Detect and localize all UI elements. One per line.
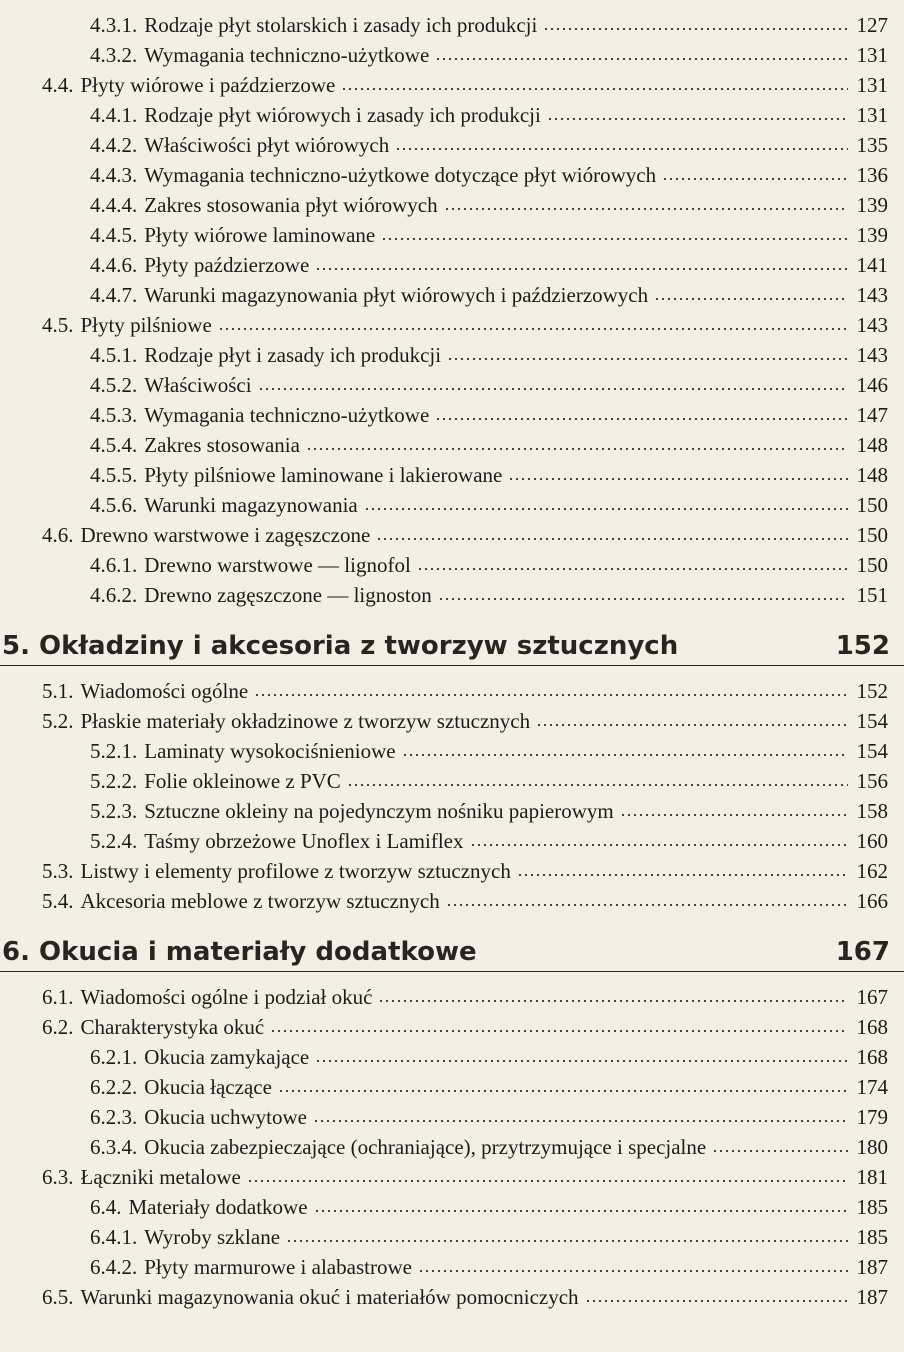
- entry-title: Właściwości: [144, 373, 252, 397]
- entry-title: Okucia uchwytowe: [144, 1105, 307, 1129]
- entry-number: 5.2.3.: [90, 799, 138, 823]
- toc-entry: [0, 886, 904, 916]
- dot-leader: [547, 118, 848, 120]
- toc-section: [0, 10, 904, 610]
- entry-number: 4.5.3.: [90, 403, 138, 427]
- chapter-heading: [0, 628, 904, 666]
- entry-page-number: 151: [856, 583, 888, 607]
- toc-entry: [0, 676, 904, 706]
- entry-number: 4.5.2.: [90, 373, 138, 397]
- dot-leader: [654, 298, 848, 300]
- entry-page-number: 168: [856, 1015, 888, 1039]
- entry-number: 5.1.: [42, 679, 74, 703]
- entry-number: 4.4.6.: [90, 253, 138, 277]
- toc-entry: [0, 982, 904, 1012]
- dot-leader: [347, 784, 848, 786]
- entry-number: 6.3.4.: [90, 1135, 138, 1159]
- entry-title: Okucia łączące: [144, 1075, 272, 1099]
- dot-leader: [446, 904, 848, 906]
- entry-title: Płyty wiórowe laminowane: [144, 223, 376, 247]
- entry-page-number: 185: [856, 1195, 888, 1219]
- entry-title: Wymagania techniczno-użytkowe: [144, 403, 430, 427]
- entry-page-number: 136: [856, 163, 888, 187]
- toc-entry: [0, 766, 904, 796]
- entry-title: Drewno zagęszczone — lignoston: [144, 583, 432, 607]
- entry-number: 6.4.1.: [90, 1225, 138, 1249]
- entry-title: Wymagania techniczno-użytkowe: [144, 43, 430, 67]
- entry-number: 6.4.: [90, 1195, 122, 1219]
- dot-leader: [620, 814, 848, 816]
- toc-entry: [0, 280, 904, 310]
- entry-title: Charakterystyka okuć: [80, 1015, 265, 1039]
- entry-page-number: 143: [856, 313, 888, 337]
- entry-title: Warunki magazynowania: [144, 493, 358, 517]
- entry-page-number: 187: [856, 1255, 888, 1279]
- entry-title: Warunki magazynowania płyt wiórowych i paździerzowych: [144, 283, 649, 307]
- toc-entry: [0, 340, 904, 370]
- entry-title: Płyty paździerzowe: [144, 253, 310, 277]
- dot-leader: [376, 538, 848, 540]
- toc-entry: [0, 826, 904, 856]
- dot-leader: [543, 28, 848, 30]
- dot-leader: [438, 598, 848, 600]
- toc-entry: [0, 1162, 904, 1192]
- chapter-title: 6. Okucia i materiały dodatkowe: [2, 937, 477, 967]
- toc-entry: [0, 796, 904, 826]
- toc-section: [0, 934, 904, 1312]
- toc-entry: [0, 580, 904, 610]
- entry-number: 5.4.: [42, 889, 74, 913]
- entry-title: Laminaty wysokociśnieniowe: [144, 739, 396, 763]
- entry-page-number: 162: [856, 859, 888, 883]
- entry-number: 4.4.5.: [90, 223, 138, 247]
- entry-page-number: 180: [856, 1135, 888, 1159]
- entry-title: Łączniki metalowe: [80, 1165, 241, 1189]
- entry-page-number: 160: [856, 829, 888, 853]
- dot-leader: [417, 568, 848, 570]
- dot-leader: [254, 694, 848, 696]
- entry-page-number: 131: [856, 43, 888, 67]
- entry-number: 5.3.: [42, 859, 74, 883]
- entry-page-number: 131: [856, 73, 888, 97]
- entry-page-number: 174: [856, 1075, 888, 1099]
- chapter-heading: [0, 934, 904, 972]
- toc-entry: [0, 400, 904, 430]
- entry-number: 4.5.4.: [90, 433, 138, 457]
- toc-entry: [0, 1282, 904, 1312]
- entry-title: Warunki magazynowania okuć i materiałów pomocniczych: [80, 1285, 579, 1309]
- dot-leader: [247, 1180, 848, 1182]
- toc-entry: [0, 370, 904, 400]
- entry-number: 4.4.: [42, 73, 74, 97]
- entry-page-number: 143: [856, 343, 888, 367]
- entry-number: 6.2.3.: [90, 1105, 138, 1129]
- dot-leader: [258, 388, 848, 390]
- entry-page-number: 141: [856, 253, 888, 277]
- entry-number: 6.2.: [42, 1015, 74, 1039]
- entry-number: 6.2.1.: [90, 1045, 138, 1069]
- entry-title: Wyroby szklane: [144, 1225, 281, 1249]
- entry-number: 5.2.1.: [90, 739, 138, 763]
- entry-number: 5.2.: [42, 709, 74, 733]
- entry-title: Taśmy obrzeżowe Unoflex i Lamiflex: [144, 829, 464, 853]
- toc-entry: [0, 1072, 904, 1102]
- dot-leader: [314, 1210, 848, 1212]
- entry-number: 4.6.2.: [90, 583, 138, 607]
- entry-number: 5.2.2.: [90, 769, 138, 793]
- entry-page-number: 139: [856, 193, 888, 217]
- entry-title: Płyty pilśniowe laminowane i lakierowane: [144, 463, 503, 487]
- dot-leader: [435, 418, 848, 420]
- toc-section: [0, 628, 904, 916]
- entry-title: Zakres stosowania: [144, 433, 300, 457]
- dot-leader: [306, 448, 848, 450]
- entry-title: Płyty marmurowe i alabastrowe: [144, 1255, 412, 1279]
- entry-title: Akcesoria meblowe z tworzyw sztucznych: [80, 889, 440, 913]
- toc-entry: [0, 10, 904, 40]
- toc-entry: [0, 310, 904, 340]
- entry-page-number: 146: [856, 373, 888, 397]
- entry-page-number: 148: [856, 433, 888, 457]
- entry-number: 6.5.: [42, 1285, 74, 1309]
- entry-number: 4.6.: [42, 523, 74, 547]
- entry-title: Rodzaje płyt wiórowych i zasady ich produkcji: [144, 103, 541, 127]
- entry-page-number: 127: [856, 13, 888, 37]
- chapter-title: 5. Okładziny i akcesoria z tworzyw sztucznych: [2, 631, 679, 661]
- toc-entry: [0, 706, 904, 736]
- entry-number: 6.1.: [42, 985, 74, 1009]
- toc-entry: [0, 1042, 904, 1072]
- dot-leader: [435, 58, 848, 60]
- entry-page-number: 150: [856, 523, 888, 547]
- dot-leader: [585, 1300, 848, 1302]
- toc-entry: [0, 40, 904, 70]
- entry-number: 6.2.2.: [90, 1075, 138, 1099]
- entry-title: Materiały dodatkowe: [128, 1195, 308, 1219]
- toc-entry: [0, 550, 904, 580]
- entry-number: 4.5.: [42, 313, 74, 337]
- entry-title: Płyty pilśniowe: [80, 313, 212, 337]
- entry-page-number: 167: [856, 985, 888, 1009]
- toc-entry: [0, 460, 904, 490]
- entry-number: 4.4.4.: [90, 193, 138, 217]
- entry-title: Folie okleinowe z PVC: [144, 769, 341, 793]
- toc-entry: [0, 1222, 904, 1252]
- entry-page-number: 154: [856, 739, 888, 763]
- dot-leader: [364, 508, 848, 510]
- toc-entry: [0, 856, 904, 886]
- entry-number: 6.4.2.: [90, 1255, 138, 1279]
- entry-number: 4.4.3.: [90, 163, 138, 187]
- entry-title: Właściwości płyt wiórowych: [144, 133, 390, 157]
- toc-entry: [0, 100, 904, 130]
- dot-leader: [278, 1090, 848, 1092]
- entry-number: 4.4.7.: [90, 283, 138, 307]
- toc-entry: [0, 1012, 904, 1042]
- entry-title: Okucia zabezpieczające (ochraniające), przytrzymujące i specjalne: [144, 1135, 707, 1159]
- entry-page-number: 135: [856, 133, 888, 157]
- entry-number: 4.4.1.: [90, 103, 138, 127]
- entry-page-number: 152: [856, 679, 888, 703]
- entry-title: Drewno warstwowe — lignofol: [144, 553, 411, 577]
- entry-page-number: 147: [856, 403, 888, 427]
- entry-number: 4.5.5.: [90, 463, 138, 487]
- dot-leader: [536, 724, 848, 726]
- dot-leader: [662, 178, 848, 180]
- entry-title: Rodzaje płyt stolarskich i zasady ich produkcji: [144, 13, 538, 37]
- entry-page-number: 148: [856, 463, 888, 487]
- dot-leader: [378, 1000, 848, 1002]
- toc-entry: [0, 1192, 904, 1222]
- dot-leader: [315, 268, 848, 270]
- entry-number: 5.2.4.: [90, 829, 138, 853]
- entry-page-number: 181: [856, 1165, 888, 1189]
- entry-title: Okucia zamykające: [144, 1045, 310, 1069]
- entry-title: Listwy i elementy profilowe z tworzyw sztucznych: [80, 859, 511, 883]
- toc-entry: [0, 220, 904, 250]
- entry-title: Wymagania techniczno-użytkowe dotyczące płyt wiórowych: [144, 163, 657, 187]
- dot-leader: [315, 1060, 848, 1062]
- entry-page-number: 156: [856, 769, 888, 793]
- dot-leader: [508, 478, 848, 480]
- dot-leader: [218, 328, 848, 330]
- toc-entry: [0, 736, 904, 766]
- entry-page-number: 158: [856, 799, 888, 823]
- entry-page-number: 187: [856, 1285, 888, 1309]
- toc-entry: [0, 1132, 904, 1162]
- entry-page-number: 179: [856, 1105, 888, 1129]
- toc-entry: [0, 190, 904, 220]
- dot-leader: [712, 1150, 848, 1152]
- dot-leader: [381, 238, 848, 240]
- toc-entry: [0, 160, 904, 190]
- dot-leader: [270, 1030, 848, 1032]
- entry-page-number: 150: [856, 553, 888, 577]
- dot-leader: [402, 754, 848, 756]
- dot-leader: [418, 1270, 848, 1272]
- dot-leader: [470, 844, 849, 846]
- toc-entry: [0, 430, 904, 460]
- dot-leader: [447, 358, 848, 360]
- entry-number: 4.3.1.: [90, 13, 138, 37]
- entry-number: 4.6.1.: [90, 553, 138, 577]
- dot-leader: [341, 88, 848, 90]
- entry-title: Drewno warstwowe i zagęszczone: [80, 523, 371, 547]
- dot-leader: [395, 148, 848, 150]
- toc-entry: [0, 70, 904, 100]
- entry-page-number: 154: [856, 709, 888, 733]
- toc-entry: [0, 1252, 904, 1282]
- dot-leader: [517, 874, 848, 876]
- toc-entry: [0, 250, 904, 280]
- dot-leader: [313, 1120, 848, 1122]
- entry-title: Płaskie materiały okładzinowe z tworzyw sztucznych: [80, 709, 531, 733]
- chapter-page-number: 152: [835, 631, 890, 661]
- entry-page-number: 139: [856, 223, 888, 247]
- entry-number: 6.3.: [42, 1165, 74, 1189]
- entry-page-number: 143: [856, 283, 888, 307]
- entry-title: Rodzaje płyt i zasady ich produkcji: [144, 343, 442, 367]
- dot-leader: [286, 1240, 848, 1242]
- entry-title: Wiadomości ogólne i podział okuć: [80, 985, 373, 1009]
- entry-page-number: 185: [856, 1225, 888, 1249]
- toc-entry: [0, 130, 904, 160]
- entry-number: 4.5.6.: [90, 493, 138, 517]
- entry-number: 4.5.1.: [90, 343, 138, 367]
- dot-leader: [444, 208, 848, 210]
- entry-page-number: 168: [856, 1045, 888, 1069]
- entry-number: 4.3.2.: [90, 43, 138, 67]
- entry-title: Wiadomości ogólne: [80, 679, 249, 703]
- entry-page-number: 166: [856, 889, 888, 913]
- toc-entry: [0, 520, 904, 550]
- entry-title: Płyty wiórowe i paździerzowe: [80, 73, 336, 97]
- toc-entry: [0, 1102, 904, 1132]
- entry-page-number: 131: [856, 103, 888, 127]
- entry-number: 4.4.2.: [90, 133, 138, 157]
- toc-entry: [0, 490, 904, 520]
- chapter-page-number: 167: [835, 937, 890, 967]
- entry-title: Zakres stosowania płyt wiórowych: [144, 193, 438, 217]
- entry-page-number: 150: [856, 493, 888, 517]
- entry-title: Sztuczne okleiny na pojedynczym nośniku papierowym: [144, 799, 614, 823]
